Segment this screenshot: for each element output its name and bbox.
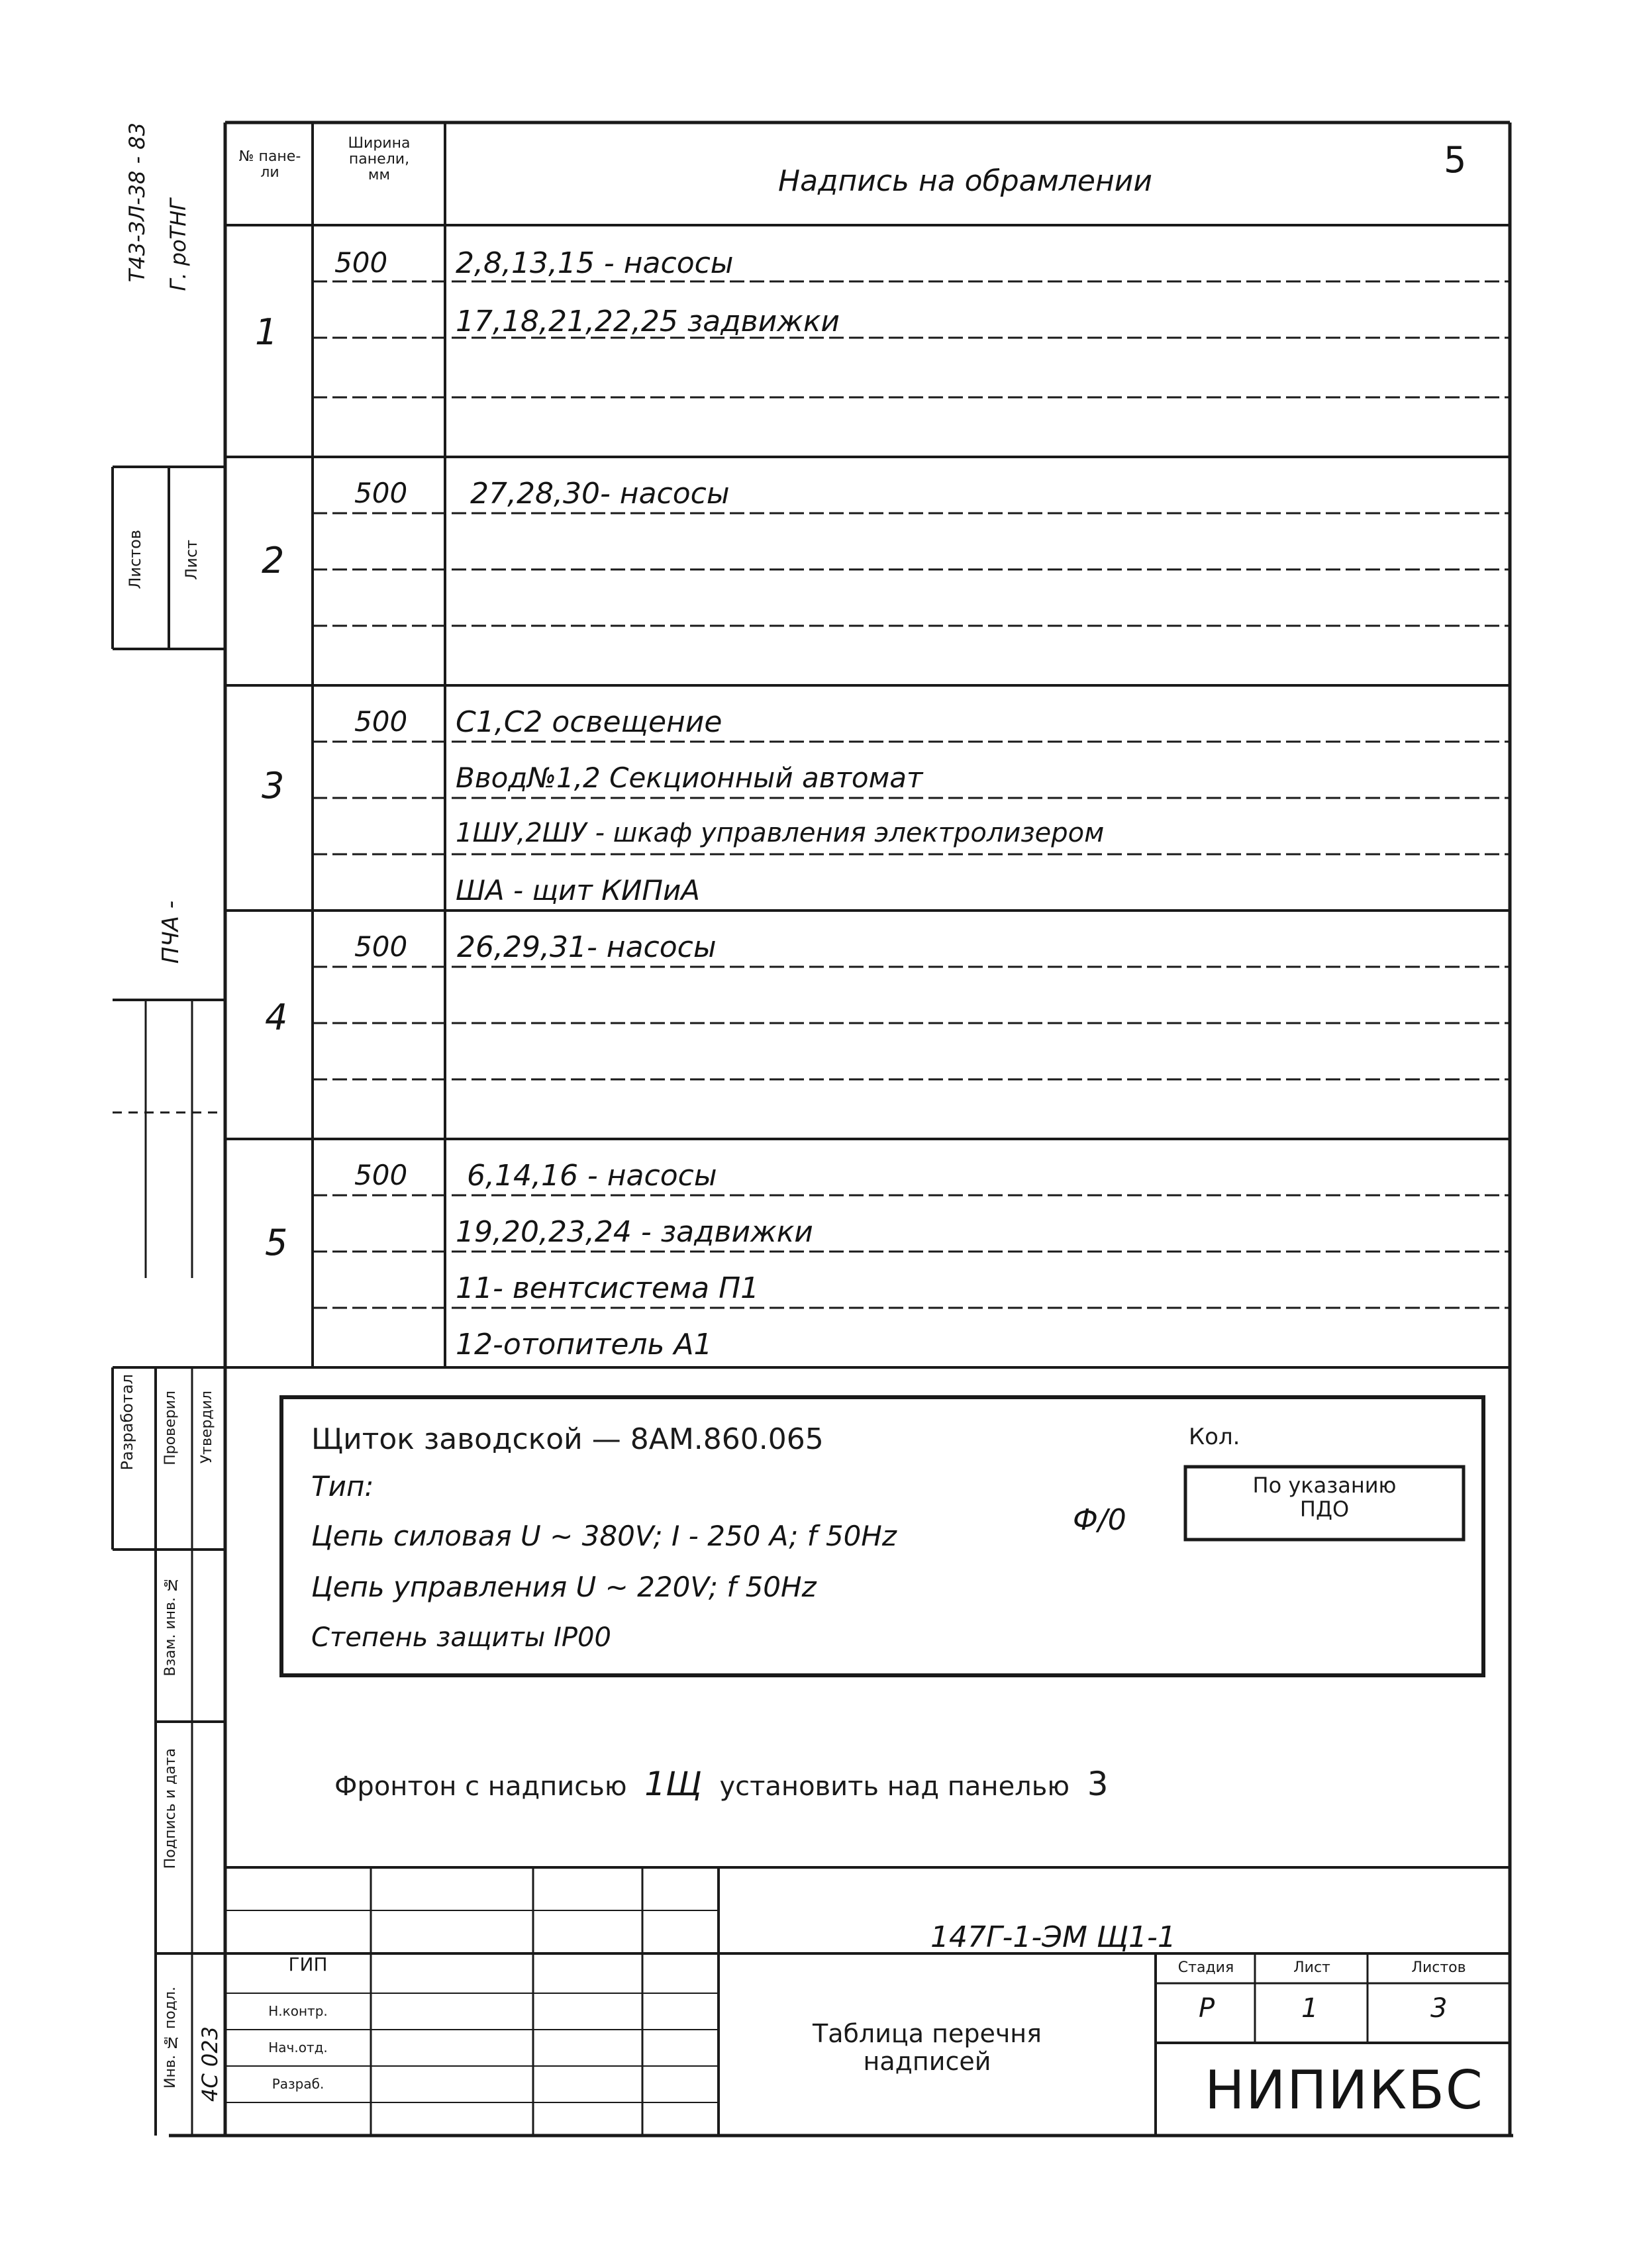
frontal-note-text-2: установить над панелью (719, 1771, 1070, 1802)
frontal-note-panel: 3 (1087, 1765, 1109, 1803)
quantity-value: По указанию ПДО (1252, 1473, 1397, 1522)
sheets-value: 3 (1430, 1993, 1448, 2024)
panel-4-width: 500 (354, 930, 408, 963)
panel-5-number: 5 (265, 1222, 288, 1263)
header-panel-number: № пане- ли (238, 148, 301, 181)
sheets-label: Листов (126, 530, 144, 589)
info-line-2: Тип: (311, 1470, 374, 1503)
info-line-4: Цепь управления U ~ 220V; f 50Hz (311, 1571, 817, 1603)
sheet-header: Лист (1293, 1959, 1330, 1976)
frontal-note (334, 1765, 1109, 1803)
razrab-label: Разработал (118, 1374, 136, 1471)
panel-3-line-2: Ввод№1,2 Секционный автомат (456, 762, 923, 794)
sheet-value: 1 (1301, 1993, 1319, 2024)
frontal-note-mark: 1Щ (644, 1765, 702, 1803)
header-inscription: Надпись на обрамлении (778, 164, 1152, 198)
sheets-header: Листов (1411, 1959, 1466, 1976)
stage-header: Стадия (1177, 1959, 1234, 1976)
inv-value: 4С 023 (197, 2026, 223, 2102)
inv-label: Инв. № подл. (162, 1987, 179, 2089)
quantity-label: Кол. (1189, 1424, 1240, 1450)
panel-3-line-1: С1,С2 освещение (456, 705, 722, 739)
header-panel-width: Ширина панели, мм (348, 135, 411, 183)
panel-1-width: 500 (334, 246, 388, 279)
panel-1-number: 1 (255, 311, 278, 353)
panel-3-number: 3 (262, 765, 285, 807)
stage-value: Р (1199, 1993, 1215, 2024)
role-razrab: Разраб. (272, 2076, 324, 2092)
role-nkontr: Н.контр. (268, 2003, 328, 2019)
doc-title: Таблица перечня надписей (812, 2019, 1042, 2076)
panel-2-width: 500 (354, 477, 408, 509)
panel-2-number: 2 (262, 540, 285, 581)
utverdil-label: Утвердил (199, 1391, 215, 1464)
panel-5-line-3: 11- вентсистема П1 (456, 1271, 760, 1305)
panel-4-number: 4 (265, 997, 288, 1038)
pcha-label: ПЧА - (158, 901, 184, 964)
panel-1-line-2: 17,18,21,22,25 задвижки (456, 305, 840, 338)
document-code-sub: Г. роТНГ (166, 199, 191, 291)
document-code: Т43-ЗЛ-38 - 83 (124, 123, 150, 283)
role-nach-otd: Нач.отд. (268, 2040, 328, 2055)
role-gip: ГИП (288, 1953, 328, 1975)
info-line-5: Степень защиты IP00 (311, 1622, 611, 1653)
podpis-label: Подпись и дата (162, 1748, 179, 1869)
vzam-label: Взам. инв. № (162, 1576, 179, 1677)
organization: НИПИКБС (1205, 2059, 1484, 2121)
frontal-note-text: Фронтон с надписью (334, 1771, 627, 1802)
panel-2-line-1: 27,28,30- насосы (470, 477, 730, 511)
panel-5-line-2: 19,20,23,24 - задвижки (456, 1215, 813, 1249)
info-line-1: Щиток заводской — 8АМ.860.065 (311, 1422, 824, 1456)
proveril-label: Проверил (162, 1391, 179, 1465)
phase-label: Ф/0 (1073, 1503, 1126, 1537)
panel-5-line-4: 12-отопитель А1 (456, 1328, 713, 1361)
panel-1-line-1: 2,8,13,15 - насосы (456, 246, 734, 280)
panel-5-width: 500 (354, 1159, 408, 1191)
panel-5-line-1: 6,14,16 - насосы (467, 1159, 717, 1193)
panel-3-width: 500 (354, 705, 408, 738)
page-number: 5 (1444, 139, 1467, 181)
panel-4-line-1: 26,29,31- насосы (457, 930, 717, 964)
panel-3-line-4: ША - щит КИПиА (456, 874, 701, 907)
info-line-3: Цепь силовая U ~ 380V; I - 250 A; f 50Hz (311, 1520, 897, 1552)
doc-code: 147Г-1-ЭМ Щ1-1 (930, 1920, 1176, 1954)
panel-3-line-3: 1ШУ,2ШУ - шкаф управления электролизером (456, 818, 1105, 848)
sheet-label: Лист (182, 540, 201, 580)
